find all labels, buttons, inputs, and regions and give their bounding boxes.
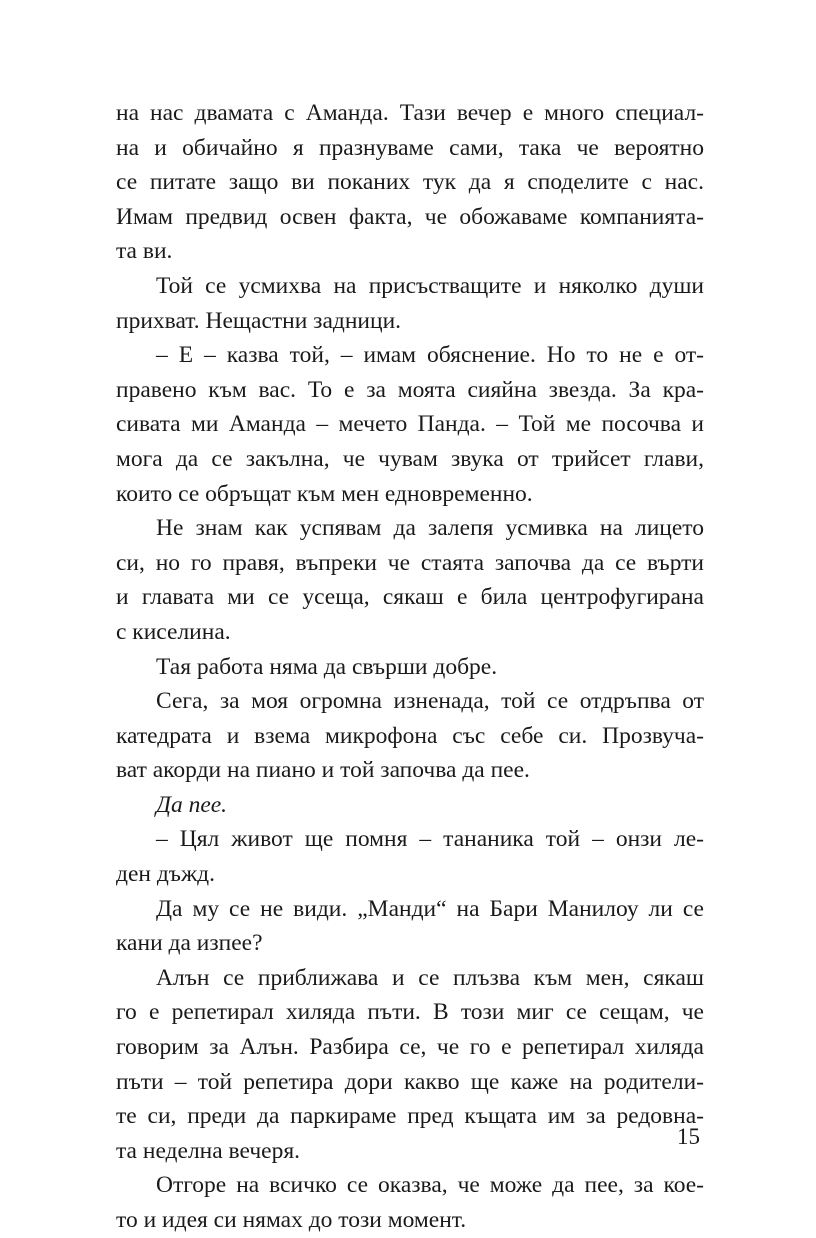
text-line: Да пее. — [156, 791, 228, 818]
text-line: – Цял живот ще помня – тананика той – онзи ле- — [156, 826, 704, 853]
text-line: на и обичайно я празнуваме сами, така че вероятно — [116, 134, 704, 161]
paragraph — [116, 96, 704, 269]
text-line: ден дъжд. — [116, 861, 216, 888]
text-line: мога да се закълна, че чувам звука от трийсет глави, — [116, 445, 704, 472]
text-line: Не знам как успявам да залепя усмивка на лицето — [156, 515, 704, 542]
text-line: си, но го правя, въпреки че стаята започва да се върти — [116, 549, 704, 576]
text-line: Той се усмихва на присъстващите и няколко души — [156, 272, 704, 299]
body-text — [116, 96, 704, 1238]
text-line: Да му се не види. „Манди“ на Бари Манилоу ли се — [156, 895, 704, 922]
text-line: Алън се приближава и се плъзва към мен, сякаш — [156, 964, 704, 991]
paragraph — [116, 822, 704, 891]
text-line: и главата ми се усеща, сякаш е била центрофугирана — [116, 584, 704, 611]
paragraph — [116, 650, 704, 685]
text-line: та неделна вечеря. — [116, 1137, 301, 1164]
paragraph — [116, 511, 704, 649]
paragraph — [116, 892, 704, 961]
text-line: то и идея си нямах до този момент. — [116, 1207, 467, 1233]
text-line: – Е – казва той, – имам обяснение. Но то не е от- — [156, 342, 704, 369]
text-line: Сега, за моя огромна изненада, той се отдръпва от — [156, 688, 704, 715]
text-line: катедрата и взема микрофона със себе си. Прозвуча- — [116, 722, 704, 749]
text-line: ват акорди на пиано и той започва да пее. — [116, 757, 530, 784]
text-line: с киселина. — [116, 618, 231, 645]
text-line: та ви. — [116, 238, 173, 265]
paragraph — [116, 1168, 704, 1237]
text-line: прихват. Нещастни задници. — [116, 307, 402, 334]
paragraph — [116, 684, 704, 788]
text-line: Тая работа няма да свърши добре. — [156, 653, 498, 680]
paragraph — [116, 269, 704, 338]
text-line: пъти – той репетира дори какво ще каже на родители- — [116, 1068, 704, 1095]
paragraph — [116, 338, 704, 511]
text-line: говорим за Алън. Разбира се, че го е репетирал хиляда — [116, 1034, 704, 1061]
text-line: които се обръщат към мен едновременно. — [116, 480, 533, 507]
text-line: се питате защо ви поканих тук да я споделите с нас. — [116, 169, 704, 196]
paragraph — [116, 961, 704, 1169]
text-line: Имам предвид освен факта, че обожаваме компанията- — [116, 203, 704, 230]
text-line: сивата ми Аманда – мечето Панда. – Той ме посочва и — [116, 411, 704, 438]
text-line: кани да изпее? — [116, 930, 263, 957]
text-line: го е репетирал хиляда пъти. В този миг се сещам, че — [116, 999, 704, 1026]
text-line: те си, преди да паркираме пред къщата им за редовна- — [116, 1103, 704, 1130]
paragraph — [116, 788, 704, 823]
text-line: Отгоре на всичко се оказва, че може да пее, за кое- — [156, 1172, 704, 1199]
text-line: на нас двамата с Аманда. Тази вечер е много специал- — [116, 100, 704, 126]
text-line: правено към вас. То е за моята сияйна звезда. За кра- — [116, 376, 704, 403]
page-number: 15 — [677, 1124, 700, 1149]
